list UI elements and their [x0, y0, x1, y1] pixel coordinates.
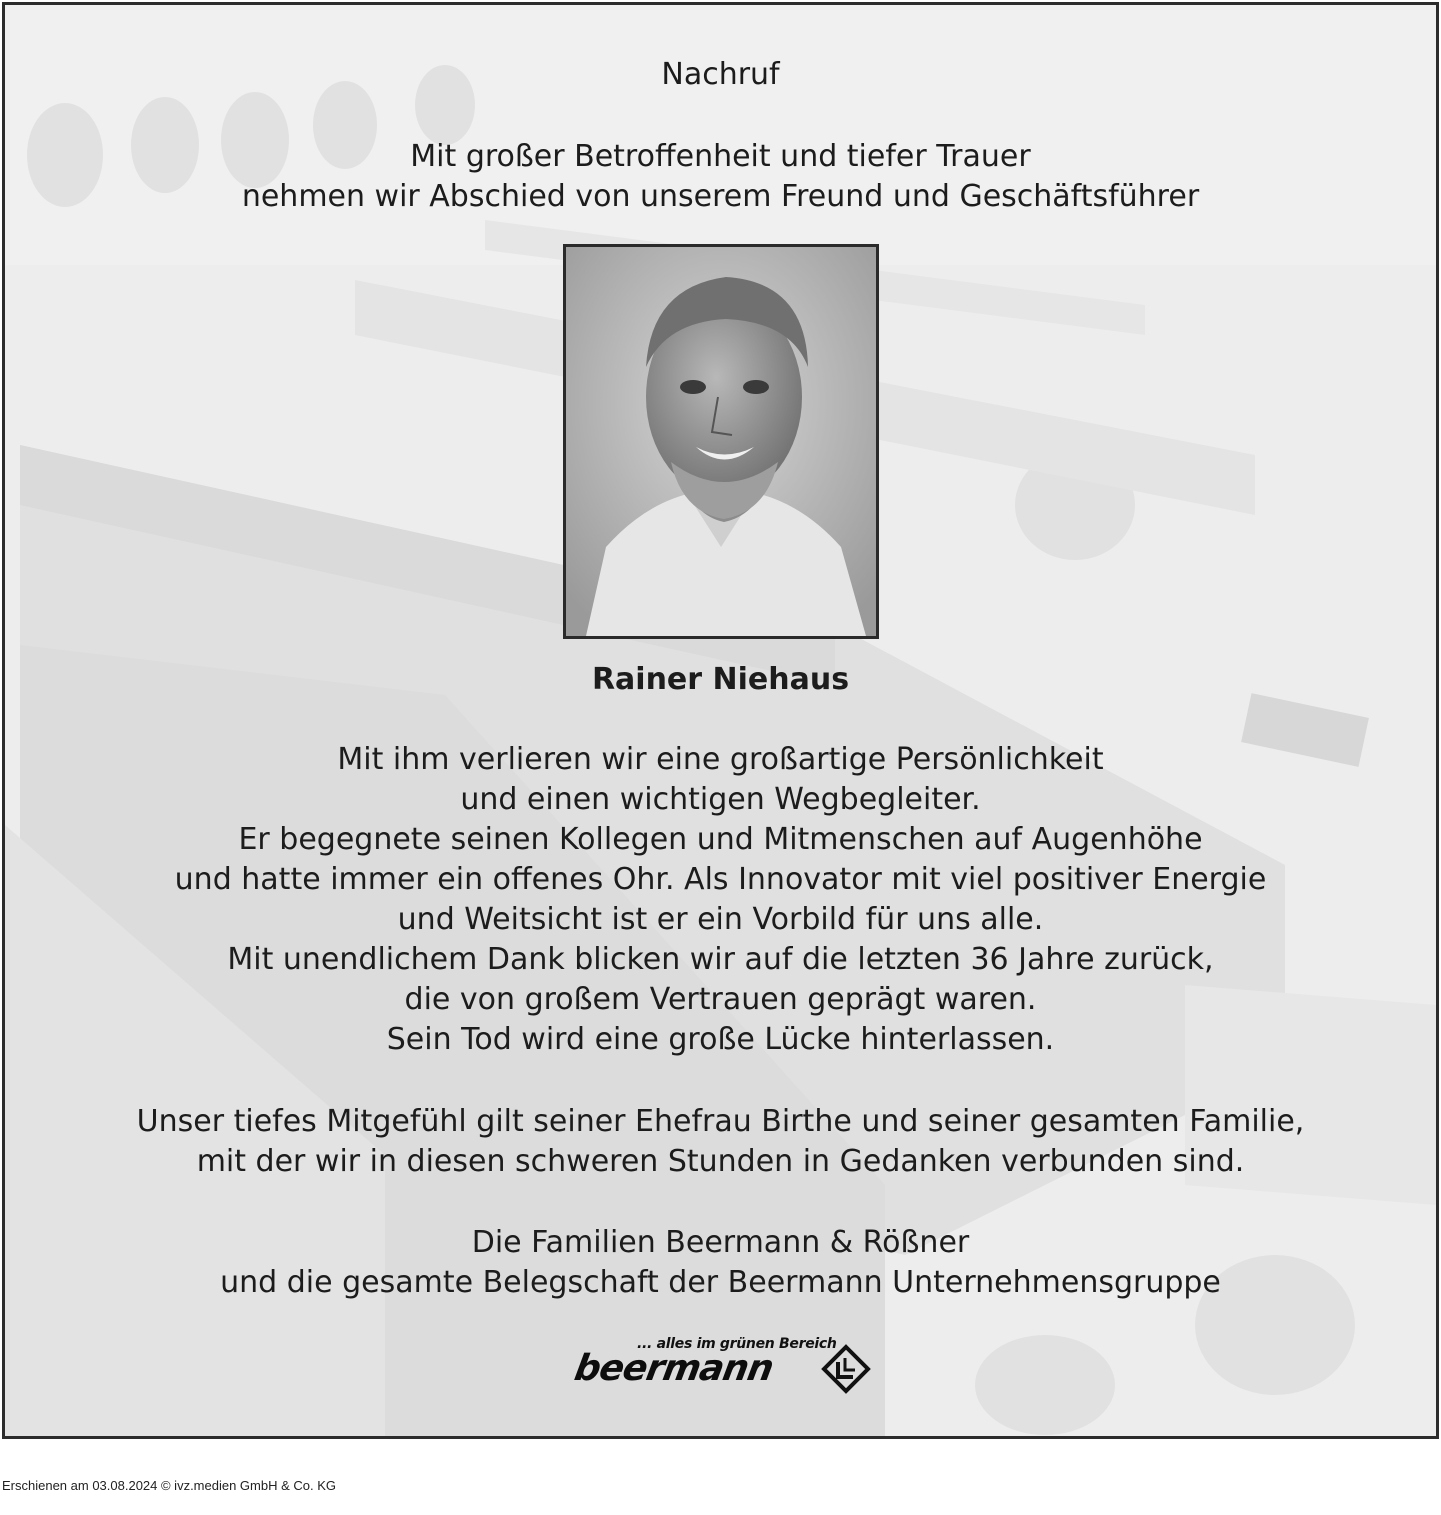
tribute-line-2: und einen wichtigen Wegbegleiter.	[460, 782, 981, 817]
tribute-line-3: Er begegnete seinen Kollegen und Mitmenschen auf Augenhöhe	[238, 822, 1203, 857]
tribute-line-8: Sein Tod wird eine große Lücke hinterlassen.	[386, 1022, 1055, 1057]
beermann-logo	[571, 1336, 871, 1396]
logo-diamond-icon	[821, 1344, 871, 1394]
intro-line-1: Mit großer Betroffenheit und tiefer Trauer	[410, 139, 1031, 174]
intro-line-2: nehmen wir Abschied von unserem Freund und Geschäftsführer	[241, 179, 1200, 214]
portrait-photo	[563, 244, 879, 639]
tribute-line-7: die von großem Vertrauen geprägt waren.	[404, 982, 1037, 1017]
tribute-line-4: und hatte immer ein offenes Ohr. Als Innovator mit viel positiver Energie	[174, 862, 1267, 897]
tribute-line-1: Mit ihm verlieren wir eine großartige Persönlichkeit	[337, 742, 1104, 777]
logo-wordmark: beermann	[571, 1348, 777, 1389]
background-aerial-photo	[5, 5, 1436, 1436]
deceased-name: Rainer Niehaus	[591, 662, 850, 697]
tribute-line-5: und Weitsicht ist er ein Vorbild für uns alle.	[397, 902, 1044, 937]
logo-tagline: ... alles im grünen Bereich	[637, 1336, 837, 1352]
signature-line-2: und die gesamte Belegschaft der Beermann Unternehmensgruppe	[220, 1265, 1221, 1300]
condolence-line-2: mit der wir in diesen schweren Stunden in Gedanken verbunden sind.	[196, 1144, 1245, 1179]
signature-line-1: Die Familien Beermann & Rößner	[471, 1225, 970, 1260]
obituary-card	[2, 2, 1439, 1439]
tribute-line-6: Mit unendlichem Dank blicken wir auf die letzten 36 Jahre zurück,	[227, 942, 1214, 977]
heading: Nachruf	[661, 57, 780, 92]
publication-footer: Erschienen am 03.08.2024 © ivz.medien GmbH & Co. KG	[2, 1478, 337, 1493]
condolence-line-1: Unser tiefes Mitgefühl gilt seiner Ehefrau Birthe und seiner gesamten Familie,	[136, 1104, 1305, 1139]
